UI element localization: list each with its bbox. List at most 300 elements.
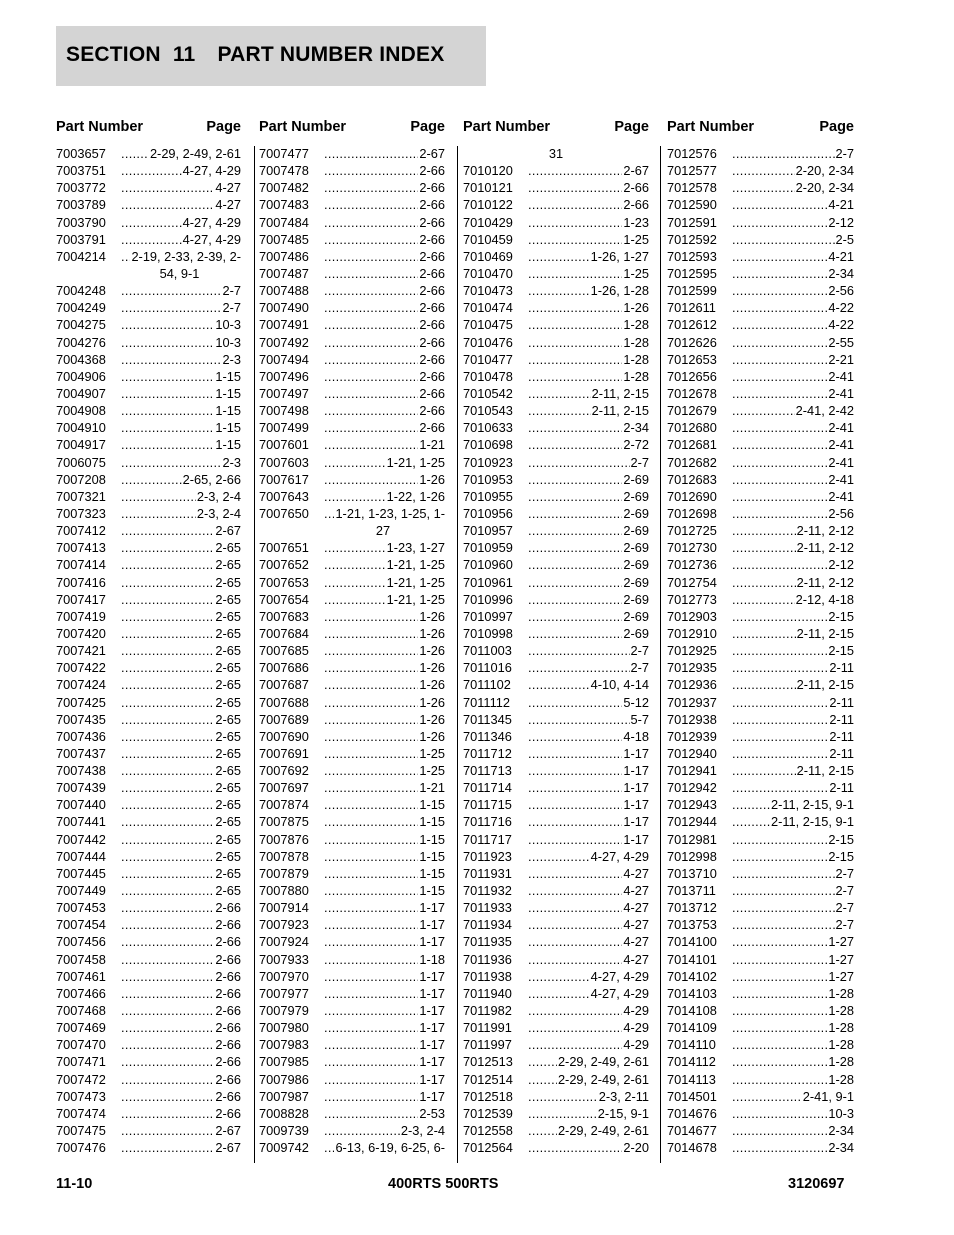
part-number: 7011932 bbox=[463, 883, 512, 899]
index-row bbox=[667, 214, 854, 231]
page-reference: 1-15 bbox=[419, 831, 445, 847]
part-number: 7007412 bbox=[56, 523, 106, 539]
part-number: 7007486 bbox=[259, 248, 309, 264]
dot-leader bbox=[732, 1019, 827, 1036]
part-number: 7010923 bbox=[463, 454, 513, 470]
page-reference: 1-15 bbox=[419, 883, 445, 899]
index-row bbox=[463, 1139, 649, 1156]
part-number: 7010475 bbox=[463, 317, 513, 333]
page-reference: 2-66 bbox=[215, 968, 241, 984]
part-number: 7007688 bbox=[259, 694, 309, 710]
part-number: 7007453 bbox=[56, 900, 106, 916]
part-number: 7007208 bbox=[56, 471, 106, 487]
page-reference: 2-53 bbox=[419, 1105, 445, 1121]
dot-leader bbox=[528, 916, 622, 933]
part-number: 7007879 bbox=[259, 865, 309, 881]
part-number: 7007323 bbox=[56, 505, 106, 521]
section-title-box bbox=[56, 26, 486, 86]
dot-leader bbox=[528, 556, 622, 573]
dot-leader bbox=[732, 1105, 827, 1122]
page-reference: 1-17 bbox=[419, 900, 445, 916]
page-reference: 2-41 bbox=[828, 368, 854, 384]
part-number: 7008828 bbox=[259, 1105, 309, 1121]
part-number: 7011346 bbox=[463, 728, 512, 744]
part-number: 7012773 bbox=[667, 591, 717, 607]
page-reference: 2-65 bbox=[215, 745, 241, 761]
part-number: 7007653 bbox=[259, 574, 309, 590]
index-row bbox=[463, 231, 649, 248]
index-row bbox=[463, 831, 649, 848]
dot-leader bbox=[121, 574, 214, 591]
dot-leader bbox=[324, 1053, 418, 1070]
dot-leader bbox=[324, 1122, 400, 1139]
part-number: 7012944 bbox=[667, 814, 717, 830]
part-number: 7007469 bbox=[56, 1020, 106, 1036]
part-number: 7012690 bbox=[667, 488, 717, 504]
index-row bbox=[259, 385, 445, 402]
part-number: 7011935 bbox=[463, 934, 512, 950]
dot-leader bbox=[324, 711, 418, 728]
page-reference: 5-12 bbox=[623, 694, 649, 710]
index-row bbox=[667, 385, 854, 402]
index-row bbox=[259, 265, 445, 282]
part-number: 7007643 bbox=[259, 488, 309, 504]
part-number: 7007692 bbox=[259, 763, 309, 779]
index-row bbox=[463, 488, 649, 505]
dot-leader bbox=[121, 813, 214, 830]
page-reference: 1-28 bbox=[828, 985, 854, 1001]
page-reference: 4-27 bbox=[623, 883, 649, 899]
part-number: 7014676 bbox=[667, 1105, 717, 1121]
dot-leader bbox=[121, 282, 222, 299]
page-reference: 1-17 bbox=[419, 917, 445, 933]
page-reference: 2-66 bbox=[215, 1105, 241, 1121]
index-row bbox=[667, 522, 854, 539]
part-number: 7012558 bbox=[463, 1123, 513, 1139]
part-number: 7014112 bbox=[667, 1054, 716, 1070]
dot-leader bbox=[732, 351, 827, 368]
part-number: 7012612 bbox=[667, 317, 717, 333]
index-column-2 bbox=[259, 119, 445, 1156]
dot-leader bbox=[732, 831, 827, 848]
index-row bbox=[463, 899, 649, 916]
index-row bbox=[56, 488, 241, 505]
part-number: 7011102 bbox=[463, 677, 511, 693]
page-reference: 6-13, 6-19, 6-25, 6- bbox=[335, 1140, 445, 1156]
index-row bbox=[259, 642, 445, 659]
part-number: 7003751 bbox=[56, 163, 106, 179]
dot-leader bbox=[324, 865, 418, 882]
page-reference: 4-22 bbox=[828, 300, 854, 316]
index-row bbox=[259, 1053, 445, 1070]
page-reference: 2-65 bbox=[215, 763, 241, 779]
page-reference: 4-10, 4-14 bbox=[590, 677, 649, 693]
part-number: 7007497 bbox=[259, 385, 309, 401]
page-reference: 1-26 bbox=[419, 608, 445, 624]
part-number: 7007650 bbox=[259, 505, 309, 521]
page-reference: 1-26 bbox=[419, 643, 445, 659]
dot-leader bbox=[121, 505, 196, 522]
index-row bbox=[463, 882, 649, 899]
page-reference: 2-56 bbox=[828, 283, 854, 299]
part-number: 7010429 bbox=[463, 214, 513, 230]
dot-leader bbox=[732, 488, 827, 505]
page-reference: 2-69 bbox=[623, 488, 649, 504]
section-title bbox=[66, 43, 444, 67]
index-row bbox=[56, 831, 241, 848]
page-reference-continued: 27 bbox=[375, 523, 391, 539]
dot-leader bbox=[324, 539, 386, 556]
page-reference: 4-27, 4-29 bbox=[590, 968, 649, 984]
page-reference: 1-17 bbox=[623, 780, 649, 796]
page-reference: 2-12, 4-18 bbox=[795, 591, 854, 607]
page-reference-continued: 54, 9-1 bbox=[159, 265, 200, 281]
page-reference: 4-27, 4-29 bbox=[182, 231, 241, 247]
page-reference: 10-3 bbox=[215, 317, 241, 333]
dot-leader bbox=[121, 1002, 214, 1019]
index-row bbox=[463, 179, 649, 196]
part-number: 7012591 bbox=[667, 214, 717, 230]
dot-leader bbox=[324, 265, 418, 282]
part-number: 7010470 bbox=[463, 265, 513, 281]
index-row bbox=[667, 916, 854, 933]
index-row bbox=[667, 1071, 854, 1088]
part-number: 7007617 bbox=[259, 471, 309, 487]
dot-leader bbox=[121, 933, 214, 950]
dot-leader bbox=[121, 762, 214, 779]
dot-leader bbox=[528, 214, 622, 231]
index-row bbox=[259, 659, 445, 676]
page-reference: 2-41 bbox=[828, 420, 854, 436]
page-reference: 2-41 bbox=[828, 454, 854, 470]
page-reference: 2-34 bbox=[828, 1140, 854, 1156]
part-number: 7010473 bbox=[463, 283, 513, 299]
part-number: 7012730 bbox=[667, 540, 717, 556]
part-number: 7011717 bbox=[463, 831, 512, 847]
dot-leader bbox=[121, 248, 130, 265]
header-page: Page bbox=[410, 119, 445, 135]
index-row bbox=[463, 625, 649, 642]
page-reference: 1-21, 1-25 bbox=[386, 591, 445, 607]
part-number: 7007422 bbox=[56, 660, 106, 676]
dot-leader bbox=[121, 625, 214, 642]
index-row bbox=[259, 676, 445, 693]
index-row bbox=[259, 368, 445, 385]
part-number: 7014110 bbox=[667, 1037, 716, 1053]
part-number: 7012698 bbox=[667, 505, 717, 521]
index-row bbox=[259, 899, 445, 916]
dot-leader bbox=[121, 179, 214, 196]
index-row bbox=[463, 676, 649, 693]
page-reference: 2-66 bbox=[419, 385, 445, 401]
dot-leader bbox=[528, 316, 622, 333]
index-row bbox=[463, 265, 649, 282]
index-row bbox=[667, 831, 854, 848]
index-row bbox=[463, 162, 649, 179]
index-row bbox=[56, 282, 241, 299]
index-row bbox=[667, 745, 854, 762]
index-row bbox=[259, 831, 445, 848]
dot-leader bbox=[121, 1088, 214, 1105]
dot-leader bbox=[324, 608, 418, 625]
index-row bbox=[56, 1002, 241, 1019]
page-reference: 2-3, 2-4 bbox=[400, 1123, 445, 1139]
page-reference: 4-29 bbox=[623, 1003, 649, 1019]
page-reference: 2-11, 2-15 bbox=[591, 403, 649, 419]
dot-leader bbox=[121, 1036, 214, 1053]
part-number: 7012681 bbox=[667, 437, 717, 453]
index-row bbox=[667, 1036, 854, 1053]
dot-leader bbox=[324, 796, 418, 813]
index-row bbox=[463, 848, 649, 865]
page-reference: 4-21 bbox=[828, 248, 854, 264]
page-reference: 2-65 bbox=[215, 625, 241, 641]
dot-leader bbox=[528, 762, 622, 779]
part-number: 7012611 bbox=[667, 300, 716, 316]
index-row bbox=[667, 162, 854, 179]
dot-leader bbox=[528, 711, 630, 728]
dot-leader bbox=[121, 694, 214, 711]
dot-leader bbox=[528, 1019, 622, 1036]
index-row bbox=[56, 351, 241, 368]
page-reference: 2-66 bbox=[419, 420, 445, 436]
dot-leader bbox=[732, 162, 795, 179]
part-number: 7012736 bbox=[667, 557, 717, 573]
part-number: 7007878 bbox=[259, 848, 309, 864]
index-row bbox=[667, 351, 854, 368]
part-number: 7012595 bbox=[667, 265, 717, 281]
part-number: 7007684 bbox=[259, 625, 309, 641]
dot-leader bbox=[324, 1036, 418, 1053]
page-reference: 2-69 bbox=[623, 523, 649, 539]
page-reference: 2-66 bbox=[215, 1054, 241, 1070]
index-row bbox=[463, 865, 649, 882]
index-row bbox=[259, 1071, 445, 1088]
page-reference: 2-67 bbox=[623, 163, 649, 179]
index-row bbox=[667, 1122, 854, 1139]
index-row bbox=[259, 471, 445, 488]
index-row bbox=[667, 865, 854, 882]
dot-leader bbox=[324, 642, 418, 659]
part-number: 7011936 bbox=[463, 951, 512, 967]
dot-leader bbox=[528, 1105, 597, 1122]
dot-leader bbox=[121, 916, 214, 933]
page-reference: 1-15 bbox=[215, 403, 241, 419]
index-row bbox=[56, 882, 241, 899]
index-row bbox=[56, 556, 241, 573]
page-reference: 2-69 bbox=[623, 574, 649, 590]
page-reference: 1-15 bbox=[419, 848, 445, 864]
page-reference: 2-66 bbox=[419, 403, 445, 419]
part-number: 7007923 bbox=[259, 917, 309, 933]
dot-leader bbox=[121, 899, 214, 916]
dot-leader bbox=[121, 865, 214, 882]
index-row bbox=[667, 762, 854, 779]
part-number: 7007477 bbox=[259, 146, 309, 161]
page-reference: 1-27 bbox=[828, 951, 854, 967]
part-number: 7012626 bbox=[667, 334, 717, 350]
index-row bbox=[259, 762, 445, 779]
dot-leader bbox=[121, 214, 182, 231]
dot-leader bbox=[528, 882, 622, 899]
dot-leader bbox=[121, 1139, 214, 1156]
dot-leader bbox=[528, 539, 622, 556]
dot-leader bbox=[324, 676, 418, 693]
dot-leader bbox=[732, 265, 827, 282]
page-reference: 2-66 bbox=[419, 214, 445, 230]
dot-leader bbox=[121, 196, 214, 213]
part-number: 7006075 bbox=[56, 454, 106, 470]
index-row bbox=[463, 779, 649, 796]
page-reference: 2-67 bbox=[419, 146, 445, 161]
index-row bbox=[667, 676, 854, 693]
index-row bbox=[463, 402, 649, 419]
part-number: 7010698 bbox=[463, 437, 513, 453]
dot-leader bbox=[528, 608, 622, 625]
section-heading: PART NUMBER INDEX bbox=[217, 43, 445, 66]
index-row bbox=[463, 214, 649, 231]
dot-leader bbox=[528, 676, 590, 693]
dot-leader bbox=[732, 1122, 827, 1139]
part-number: 7007485 bbox=[259, 231, 309, 247]
dot-leader bbox=[324, 813, 418, 830]
page-reference: 2-65 bbox=[215, 814, 241, 830]
page-reference: 1-17 bbox=[623, 797, 649, 813]
index-row bbox=[56, 968, 241, 985]
part-number: 7011345 bbox=[463, 711, 512, 727]
page-reference: 1-21 bbox=[419, 437, 445, 453]
dot-leader bbox=[324, 659, 418, 676]
index-row bbox=[463, 1036, 649, 1053]
page-reference: 2-11, 2-15 bbox=[796, 677, 854, 693]
dot-leader bbox=[732, 505, 827, 522]
dot-leader bbox=[121, 745, 214, 762]
part-number: 7007686 bbox=[259, 660, 309, 676]
part-number: 7011997 bbox=[463, 1037, 512, 1053]
part-number: 7003772 bbox=[56, 180, 106, 196]
index-row bbox=[463, 248, 649, 265]
dot-leader bbox=[528, 505, 622, 522]
index-row bbox=[56, 728, 241, 745]
index-row bbox=[667, 248, 854, 265]
dot-leader bbox=[732, 454, 827, 471]
index-row bbox=[259, 299, 445, 316]
part-number: 7014113 bbox=[667, 1071, 716, 1087]
dot-leader bbox=[324, 231, 418, 248]
index-row bbox=[259, 316, 445, 333]
page-reference: 2-66 bbox=[215, 917, 241, 933]
part-number: 7012680 bbox=[667, 420, 717, 436]
index-row bbox=[667, 145, 854, 162]
page-reference: 1-17 bbox=[623, 763, 649, 779]
page-reference: 1-26 bbox=[419, 694, 445, 710]
index-row bbox=[259, 694, 445, 711]
index-row bbox=[259, 728, 445, 745]
page-reference: 2-41 bbox=[828, 385, 854, 401]
page-reference: 2-66 bbox=[215, 934, 241, 950]
index-row bbox=[463, 282, 649, 299]
page-reference: 4-27 bbox=[623, 917, 649, 933]
dot-leader bbox=[121, 882, 214, 899]
part-number: 7012576 bbox=[667, 146, 717, 161]
part-number: 7007445 bbox=[56, 865, 106, 881]
dot-leader bbox=[324, 985, 418, 1002]
column-header bbox=[667, 119, 854, 145]
part-number: 7010957 bbox=[463, 523, 513, 539]
part-number: 7010961 bbox=[463, 574, 513, 590]
part-number: 7007466 bbox=[56, 985, 106, 1001]
page-reference: 2-15 bbox=[828, 848, 854, 864]
dot-leader bbox=[324, 368, 418, 385]
dot-leader bbox=[324, 214, 418, 231]
page-reference: 1-26 bbox=[419, 711, 445, 727]
index-row bbox=[463, 711, 649, 728]
index-column-3 bbox=[463, 119, 649, 1156]
part-number: 7007440 bbox=[56, 797, 106, 813]
index-row bbox=[667, 985, 854, 1002]
page-reference: 2-34 bbox=[828, 1123, 854, 1139]
part-number: 7007689 bbox=[259, 711, 309, 727]
part-number: 7007652 bbox=[259, 557, 309, 573]
page-reference: 1-28 bbox=[828, 1020, 854, 1036]
dot-leader bbox=[324, 745, 418, 762]
page-reference: 2-11 bbox=[829, 711, 854, 727]
index-row bbox=[56, 694, 241, 711]
dot-leader bbox=[324, 436, 418, 453]
index-row bbox=[259, 505, 445, 522]
dot-leader bbox=[324, 1019, 418, 1036]
part-number: 7011931 bbox=[463, 865, 512, 881]
part-number: 7012938 bbox=[667, 711, 717, 727]
page-reference: 1-17 bbox=[419, 1071, 445, 1087]
part-number: 7007483 bbox=[259, 197, 309, 213]
page-reference: 2-11, 2-15 bbox=[591, 385, 649, 401]
index-row bbox=[463, 985, 649, 1002]
dot-leader bbox=[732, 711, 828, 728]
page-reference: 2-11, 2-12 bbox=[796, 540, 854, 556]
index-row bbox=[259, 231, 445, 248]
dot-leader bbox=[528, 299, 622, 316]
page-reference: 4-18 bbox=[623, 728, 649, 744]
column-header bbox=[463, 119, 649, 145]
dot-leader bbox=[732, 231, 835, 248]
dot-leader bbox=[732, 1036, 827, 1053]
dot-leader bbox=[732, 1088, 802, 1105]
part-number: 7012679 bbox=[667, 403, 717, 419]
page-reference: 1-15 bbox=[419, 797, 445, 813]
index-column-4 bbox=[667, 119, 854, 1156]
page-reference: 2-67 bbox=[215, 1123, 241, 1139]
part-number: 7014102 bbox=[667, 968, 717, 984]
part-number: 7007498 bbox=[259, 403, 309, 419]
page-reference: 2-66 bbox=[215, 951, 241, 967]
part-number: 7011713 bbox=[463, 763, 512, 779]
dot-leader bbox=[528, 591, 622, 608]
dot-leader bbox=[732, 1071, 827, 1088]
page-reference: 2-65 bbox=[215, 608, 241, 624]
header-page: Page bbox=[206, 119, 241, 135]
part-number: 7007690 bbox=[259, 728, 309, 744]
page-reference: 2-11, 2-15, 9-1 bbox=[771, 797, 854, 813]
dot-leader bbox=[324, 625, 418, 642]
index-row bbox=[463, 813, 649, 830]
part-number: 7012941 bbox=[667, 763, 717, 779]
index-row bbox=[56, 1019, 241, 1036]
part-number: 7007874 bbox=[259, 797, 309, 813]
page-reference: 2-67 bbox=[215, 523, 241, 539]
part-number: 7007413 bbox=[56, 540, 106, 556]
part-number: 7007880 bbox=[259, 883, 309, 899]
